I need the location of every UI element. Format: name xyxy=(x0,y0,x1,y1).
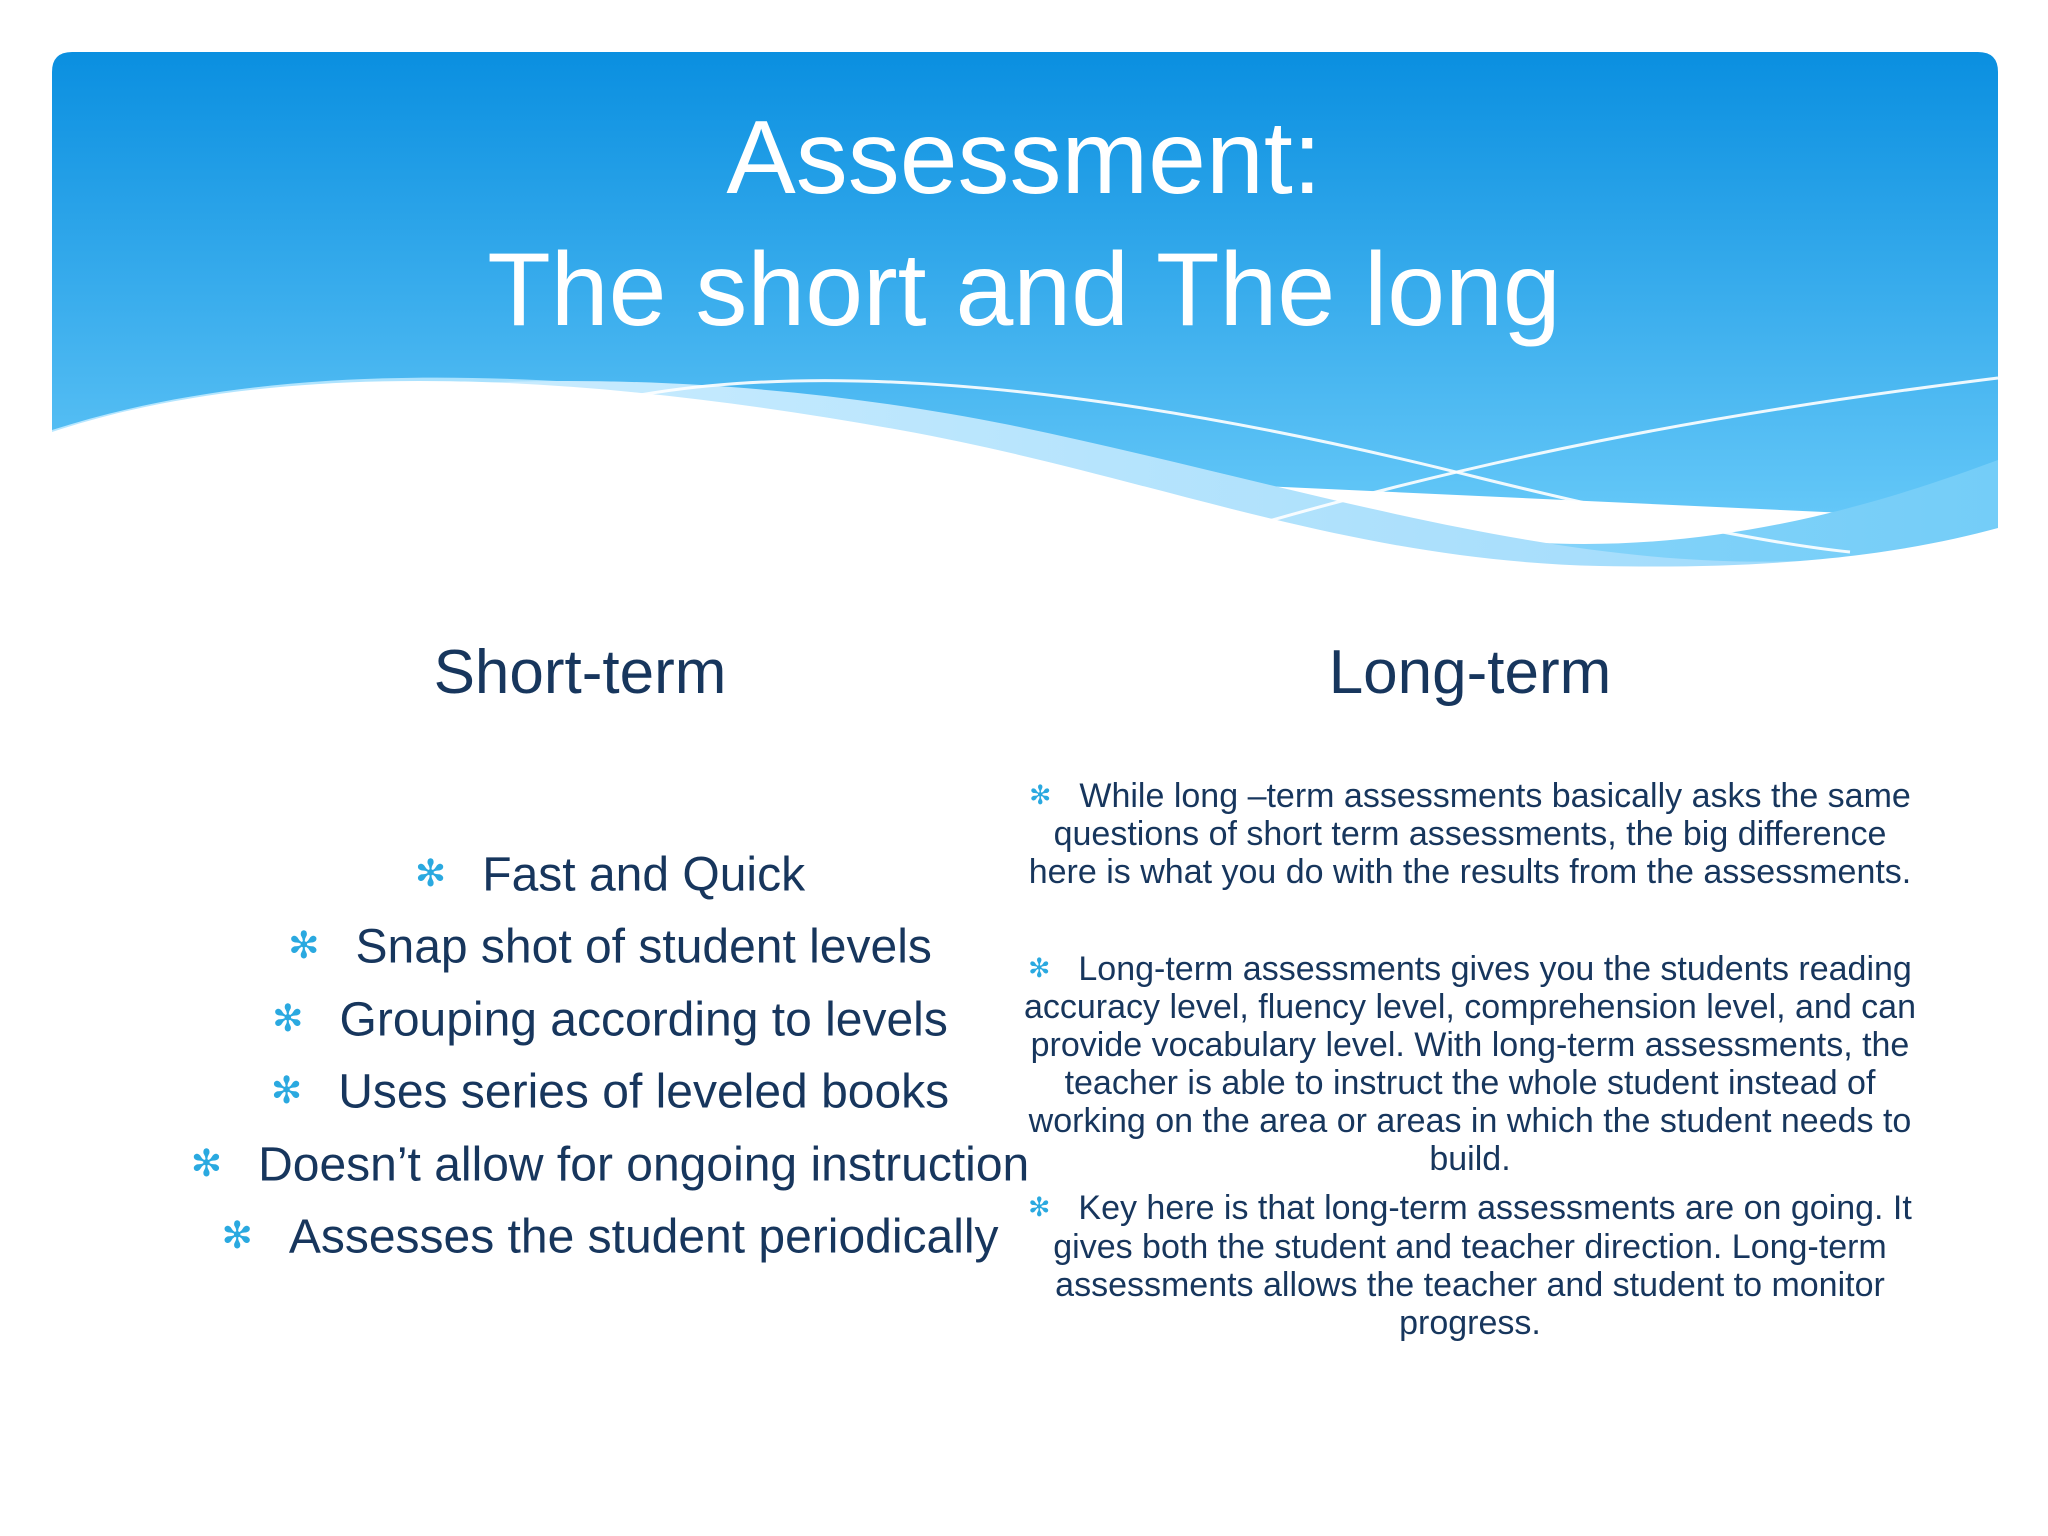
short-term-list-item xyxy=(190,844,1030,904)
title-line-2: The short and The long xyxy=(487,232,1561,348)
long-term-item-text: Long-term assessments gives you the students reading accuracy level, fluency level, comprehension level, and can provide vocabulary level. With long-term assessments, the teacher is able to instruct the whole student instead of working on the area or areas in which the student needs to build. xyxy=(1023,950,1917,1179)
short-term-item-text: Snap shot of student levels xyxy=(355,920,932,974)
short-term-list xyxy=(190,844,1030,1279)
short-term-item-text: Uses series of leveled books xyxy=(338,1065,950,1119)
asterisk-bullet-icon: ✻ xyxy=(1028,1192,1051,1223)
short-term-list-item xyxy=(190,1206,1030,1266)
long-term-item-text: Key here is that long-term assessments are on going. It gives both the student and teacher direction. Long-term assessments allows the teacher and student to monitor progress. xyxy=(1053,1189,1912,1342)
short-term-list-item xyxy=(190,916,1030,976)
long-term-list-item xyxy=(1020,1188,1920,1341)
asterisk-bullet-icon: ✻ xyxy=(414,852,447,894)
long-term-heading: Long-term xyxy=(1328,638,1612,707)
asterisk-bullet-icon: ✻ xyxy=(288,924,320,967)
short-term-item-text: Doesn’t allow for ongoing instruction xyxy=(258,1138,1030,1192)
long-term-list-item xyxy=(1020,776,1920,891)
long-term-list-item xyxy=(1020,949,1920,1178)
asterisk-bullet-icon: ✻ xyxy=(272,996,304,1039)
asterisk-bullet-icon: ✻ xyxy=(1029,780,1052,810)
asterisk-bullet-icon: ✻ xyxy=(221,1214,253,1257)
short-term-item-text: Assesses the student periodically xyxy=(288,1210,999,1264)
asterisk-bullet-icon: ✻ xyxy=(190,1141,223,1184)
asterisk-bullet-icon: ✻ xyxy=(1028,953,1051,984)
asterisk-bullet-icon: ✻ xyxy=(270,1069,303,1112)
long-term-item-text: While long –term assessments basically asks the same questions of short term assessments, the big difference here is what you do with the results from the assessments. xyxy=(1028,777,1912,892)
long-term-list xyxy=(1020,776,1920,1342)
short-term-item-text: Fast and Quick xyxy=(482,848,806,902)
slide-title xyxy=(52,92,1996,356)
short-term-list-item xyxy=(190,989,1030,1049)
title-line-1: Assessment: xyxy=(726,100,1322,216)
short-term-item-text: Grouping according to levels xyxy=(339,993,948,1047)
short-term-heading: Short-term xyxy=(433,638,727,707)
short-term-list-item xyxy=(190,1134,1030,1194)
short-term-list-item xyxy=(190,1061,1030,1121)
